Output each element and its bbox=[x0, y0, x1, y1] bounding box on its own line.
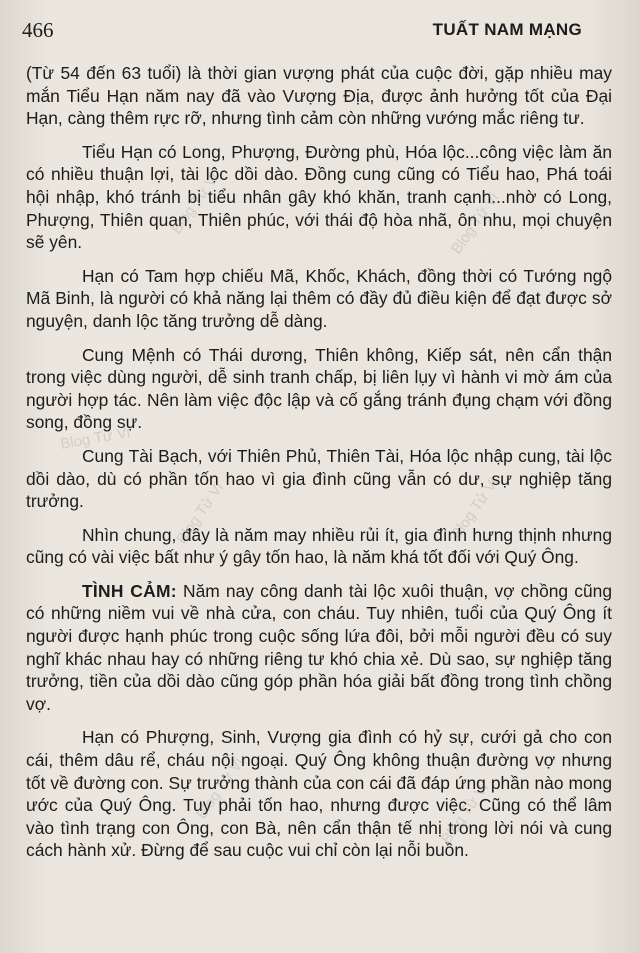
section-heading-tinh-cam: TÌNH CẢM: bbox=[82, 580, 177, 601]
watermark: Blog Tử Vi bbox=[173, 479, 228, 548]
paragraph-2: Tiểu Hạn có Long, Phượng, Đường phù, Hóa lộc...công việc làm ăn có nhiều thuận lợi, tài lộc dồi dào. Đồng cung cũng có Tiểu hao, Phá toái hội nhập, khó tránh bị tiểu nhân gây khó khăn, tranh cạnh...nhờ có Long, Phượng, Thiên quan, Thiên phúc, với thái độ hòa nhã, ôn nhu, mọi chuyện sẽ yên. bbox=[26, 141, 612, 253]
paragraph-5: Cung Tài Bạch, với Thiên Phủ, Thiên Tài, Hóa lộc nhập cung, tài lộc dồi dào, dù có phần tốn hao vì gia đình cũng vẫn có dư, sự nghiệp tăng trưởng. bbox=[26, 445, 612, 512]
watermark: Blog Tử Vi bbox=[448, 474, 503, 543]
paragraph-1: (Từ 54 đến 63 tuổi) là thời gian vượng phát của cuộc đời, gặp nhiều may mắn Tiểu Hạn năm nay đã vào Vượng Địa, được ảnh hưởng tốt của Đại Hạn, càng thêm rực rỡ, nhưng tình cảm còn những vướng mắc riêng tư. bbox=[26, 63, 612, 129]
paragraph-8: Hạn có Phượng, Sinh, Vượng gia đình có hỷ sự, cưới gả cho con cái, thêm dâu rể, cháu nội ngoại. Quý Ông không thuận đường vợ nhưng tốt về đường con. Sự trưởng thành của con cái đã đáp ứng phần nào mong ước của Quý Ông. Tuy phải tốn hao, nhưng được việc. Cũng có thể lâm vào tình trạng con Ông, con Bà, nên cẩn thận tế nhị trong lời nói và cung cách hành xử. Đừng để sau cuộc vui chỉ còn lại nỗi buồn. bbox=[26, 727, 612, 861]
page-header bbox=[22, 18, 582, 48]
paragraph-7-text: Năm nay công danh tài lộc xuôi thuận, vợ chồng cũng có những niềm vui về nhà cửa, con cháu. Tuy nhiên, tuổi của Quý Ông ít người được hạnh phúc trong cuộc sống lứa đôi, bởi mỗi người đều có suy nghĩ khác nhau hay có những riêng tư khó chia xẻ. Dù sao, sự nghiệp tăng trưởng, tiền của dồi dào cũng góp phần hóa giải bất đồng trong tình chồng vợ. bbox=[26, 580, 612, 714]
watermark: Blog Tử Vi bbox=[193, 754, 248, 823]
watermark: Blog Tử Vi bbox=[59, 424, 132, 453]
page-number: 466 bbox=[22, 18, 54, 42]
paragraph-6: Nhìn chung, đây là năm may nhiều rủi ít, gia đình hưng thịnh nhưng cũng có vài việc bất như ý gây tốn hao, là năm khá tốt đối với Quý Ông. bbox=[26, 524, 612, 568]
running-head: TUẤT NAM MẠNG bbox=[432, 20, 582, 39]
watermark: Blog Tử Vi bbox=[438, 779, 493, 848]
paragraph-7 bbox=[26, 580, 612, 716]
paragraph-3: Hạn có Tam hợp chiếu Mã, Khốc, Khách, đồng thời có Tướng ngộ Mã Binh, là người có khả năng lại thêm có đầy đủ điều kiện để đạt được sở nguyện, danh lộc tăng trưởng dễ dàng. bbox=[26, 265, 612, 331]
body-text bbox=[26, 62, 612, 873]
watermark: Blog Tử Vi bbox=[168, 169, 223, 238]
watermark: Blog Tử Vi bbox=[448, 189, 503, 258]
paragraph-4: Cung Mệnh có Thái dương, Thiên không, Kiếp sát, nên cẩn thận trong việc dùng người, dễ sinh tranh chấp, bị liên lụy vì hành vi mờ ám của người hợp tác. Nên làm việc độc lập và cố gắng tránh đụng chạm với đồng song, đồng sự. bbox=[26, 344, 612, 433]
